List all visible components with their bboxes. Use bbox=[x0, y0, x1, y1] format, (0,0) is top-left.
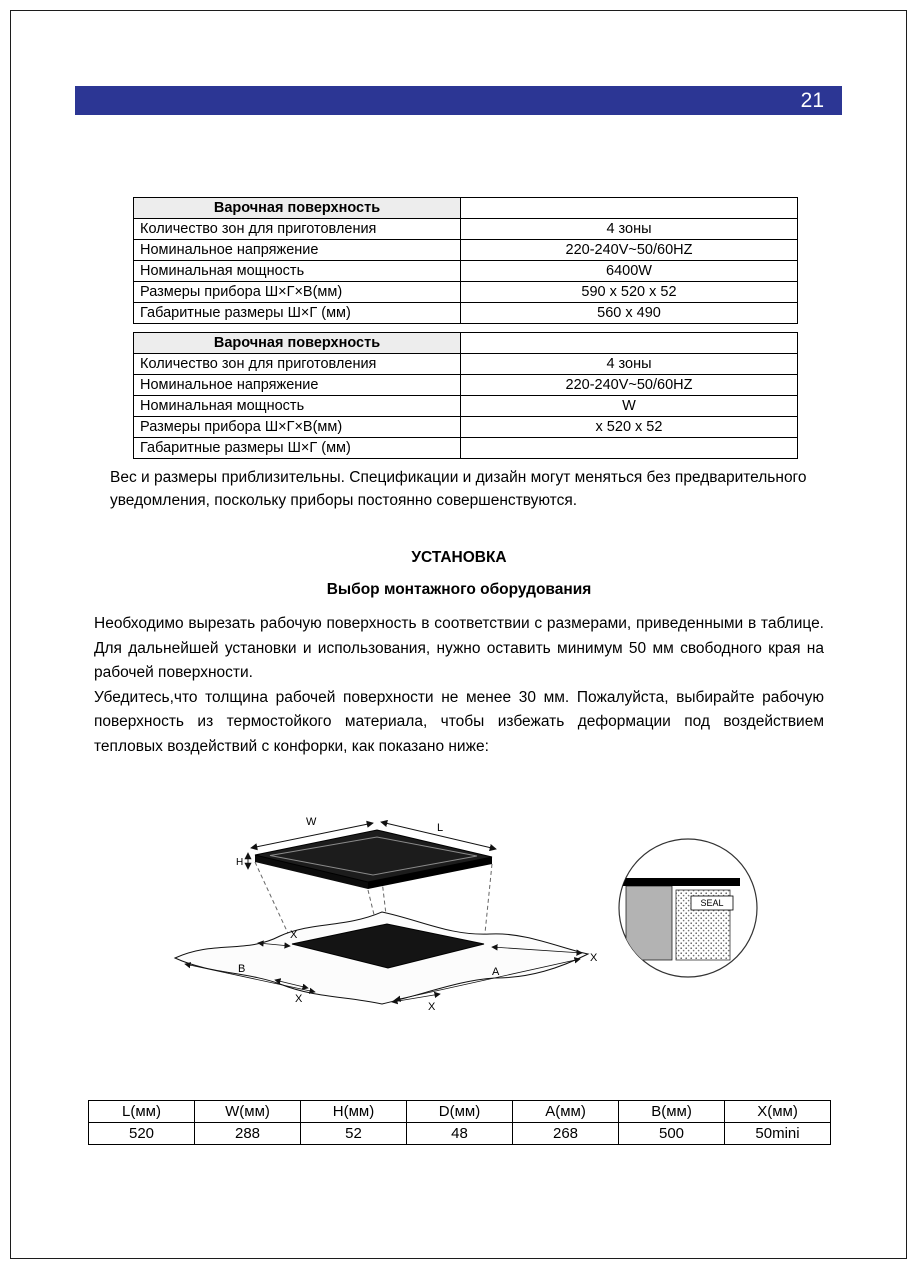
spec2-row-value: W bbox=[461, 396, 798, 417]
installation-paragraph-2: Убедитесь,что толщина рабочей поверхности не менее 30 мм. Пожалуйста, выбирайте рабочую поверхность из термостойкого материала, чтобы избежать деформации под воздействием тепловых воздействий с конфорки, как показано ниже: bbox=[94, 688, 824, 755]
table-row bbox=[134, 396, 798, 417]
spec1-title: Варочная поверхность bbox=[134, 198, 461, 219]
table-row bbox=[134, 303, 798, 324]
dim-value: 520 bbox=[89, 1123, 195, 1145]
cooktop-drawing bbox=[255, 830, 492, 889]
counter-cross-section bbox=[626, 886, 672, 960]
dim-header: A(мм) bbox=[513, 1101, 619, 1123]
seal-label: SEAL bbox=[700, 898, 724, 908]
spec1-row-label: Габаритные размеры Ш×Г (мм) bbox=[134, 303, 461, 324]
label-margin-x: X bbox=[590, 952, 598, 964]
table-row bbox=[134, 438, 798, 459]
label-margin-x: X bbox=[295, 993, 303, 1005]
countertop-drawing bbox=[175, 912, 588, 1004]
spec2-row-label: Номинальная мощность bbox=[134, 396, 461, 417]
spec1-row-value: 4 зоны bbox=[461, 219, 798, 240]
spec1-row-value: 6400W bbox=[461, 261, 798, 282]
dim-header: W(мм) bbox=[195, 1101, 301, 1123]
spec2-row-value bbox=[461, 438, 798, 459]
seal-detail-bubble bbox=[614, 839, 757, 977]
spec1-row-label: Номинальное напряжение bbox=[134, 240, 461, 261]
table-row bbox=[134, 198, 798, 219]
label-width: W bbox=[306, 816, 317, 828]
cooktop-edge-bar bbox=[614, 878, 740, 886]
label-margin-x: X bbox=[290, 929, 298, 941]
label-cutout-b: B bbox=[238, 963, 246, 975]
label-length: L bbox=[437, 822, 444, 834]
spec2-row-label: Номинальное напряжение bbox=[134, 375, 461, 396]
spec2-row-value: 4 зоны bbox=[461, 354, 798, 375]
spec1-row-value: 560 x 490 bbox=[461, 303, 798, 324]
spec1-row-label: Количество зон для приготовления bbox=[134, 219, 461, 240]
installation-diagram-wrap bbox=[140, 812, 780, 1017]
dim-value: 52 bbox=[301, 1123, 407, 1145]
dim-value: 268 bbox=[513, 1123, 619, 1145]
installation-paragraph-1: Необходимо вырезать рабочую поверхность в соответствии с размерами, приведенными в таблице. Для дальнейшей установки и использования, нужно оставить минимум 50 мм свободного края на рабочей поверхности. bbox=[94, 615, 824, 681]
spec2-title-empty bbox=[461, 333, 798, 354]
spec-table-2 bbox=[133, 332, 798, 459]
table-row bbox=[134, 354, 798, 375]
dim-value: 48 bbox=[407, 1123, 513, 1145]
spec2-title: Варочная поверхность bbox=[134, 333, 461, 354]
page-header-bar bbox=[75, 86, 842, 115]
dim-value: 288 bbox=[195, 1123, 301, 1145]
disclaimer-note: Вес и размеры приблизительны. Спецификации и дизайн могут меняться без предварительного уведомления, поскольку приборы постоянно совершенствуются. bbox=[110, 469, 807, 509]
section-title-installation: УСТАНОВКА bbox=[411, 549, 507, 566]
table-row bbox=[134, 261, 798, 282]
dimension-table bbox=[88, 1100, 831, 1145]
dim-value: 500 bbox=[619, 1123, 725, 1145]
table-row bbox=[134, 240, 798, 261]
spec1-row-value: 590 x 520 x 52 bbox=[461, 282, 798, 303]
table-row bbox=[134, 333, 798, 354]
dim-header: X(мм) bbox=[725, 1101, 831, 1123]
spec2-row-value: 220-240V~50/60HZ bbox=[461, 375, 798, 396]
spec-table-1 bbox=[133, 197, 798, 324]
dim-header: B(мм) bbox=[619, 1101, 725, 1123]
subsection-title-mounting: Выбор монтажного оборудования bbox=[326, 581, 592, 598]
spec1-row-label: Размеры прибора Ш×Г×В(мм) bbox=[134, 282, 461, 303]
table-row bbox=[134, 282, 798, 303]
dim-header: H(мм) bbox=[301, 1101, 407, 1123]
table-row bbox=[134, 417, 798, 438]
dim-header: D(мм) bbox=[407, 1101, 513, 1123]
spec1-row-label: Номинальная мощность bbox=[134, 261, 461, 282]
spec2-row-label: Размеры прибора Ш×Г×В(мм) bbox=[134, 417, 461, 438]
installation-text-block bbox=[94, 612, 824, 759]
spec2-row-label: Габаритные размеры Ш×Г (мм) bbox=[134, 438, 461, 459]
dim-value: 50mini bbox=[725, 1123, 831, 1145]
table-row bbox=[134, 219, 798, 240]
installation-diagram bbox=[140, 812, 780, 1017]
table-row bbox=[89, 1101, 831, 1123]
label-cutout-a: A bbox=[492, 966, 500, 978]
spec2-row-label: Количество зон для приготовления bbox=[134, 354, 461, 375]
spec1-row-value: 220-240V~50/60HZ bbox=[461, 240, 798, 261]
page-number: 21 bbox=[800, 89, 824, 112]
spec1-title-empty bbox=[461, 198, 798, 219]
table-row bbox=[134, 375, 798, 396]
table-row bbox=[89, 1123, 831, 1145]
spec2-row-value: x 520 x 52 bbox=[461, 417, 798, 438]
dim-header: L(мм) bbox=[89, 1101, 195, 1123]
label-height: H bbox=[236, 857, 244, 868]
label-margin-x: X bbox=[428, 1001, 436, 1013]
